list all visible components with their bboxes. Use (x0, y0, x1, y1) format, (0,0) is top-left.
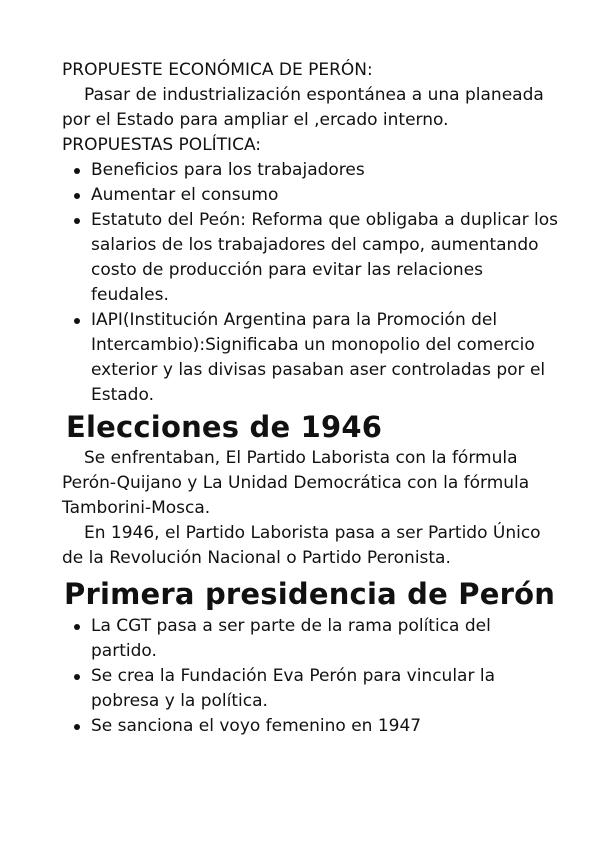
bullet-icon (74, 674, 80, 680)
document-page (62, 58, 562, 739)
bullet-icon (74, 624, 80, 630)
political-proposals-title: PROPUESTAS POLÍTICA: (62, 135, 262, 155)
bullet-icon (74, 168, 80, 174)
elecciones-paragraph-1: Se enfrentaban, El Partido Laborista con la fórmula Perón-Quijano y La Unidad Democrática con la fórmula Tamborini-Mosca. (62, 448, 530, 518)
list-item-text: IAPI(Institución Argentina para la Promoción del Intercambio):Significaba un monopolio del comercio exterior y las divisas pasaban aser controladas por el Estado. (91, 310, 546, 405)
list-item (62, 714, 562, 739)
bullet-icon (74, 318, 80, 324)
elecciones-heading: Elecciones de 1946 (66, 410, 383, 444)
bullet-icon (74, 218, 80, 224)
list-item (62, 208, 562, 308)
list-item (62, 614, 562, 664)
list-item-text: Estatuto del Peón: Reforma que obligaba a duplicar los salarios de los trabajadores del campo, aumentando costo de producción para evitar las relaciones feudales. (91, 210, 558, 305)
economic-proposal-paragraph: Pasar de industrialización espontánea a una planeada por el Estado para ampliar el ,ercado interno. (62, 85, 544, 130)
political-proposals-list (62, 158, 562, 408)
primera-presidencia-heading: Primera presidencia de Perón (64, 577, 556, 611)
list-item-text: Beneficios para los trabajadores (91, 160, 365, 180)
list-item (62, 308, 562, 408)
list-item (62, 158, 562, 183)
bullet-icon (74, 193, 80, 199)
list-item (62, 664, 562, 714)
elecciones-paragraph-2: En 1946, el Partido Laborista pasa a ser Partido Único de la Revolución Nacional o Partido Peronista. (62, 523, 541, 568)
list-item (62, 183, 562, 208)
list-item-text: Se sanciona el voyo femenino en 1947 (91, 716, 422, 736)
economic-proposal-title: PROPUESTE ECONÓMICA DE PERÓN: (62, 60, 373, 80)
list-item-text: Aumentar el consumo (91, 185, 279, 205)
bullet-icon (74, 724, 80, 730)
primera-presidencia-list (62, 614, 562, 739)
list-item-text: La CGT pasa a ser parte de la rama política del partido. (91, 616, 491, 661)
list-item-text: Se crea la Fundación Eva Perón para vincular la pobresa y la política. (91, 666, 495, 711)
